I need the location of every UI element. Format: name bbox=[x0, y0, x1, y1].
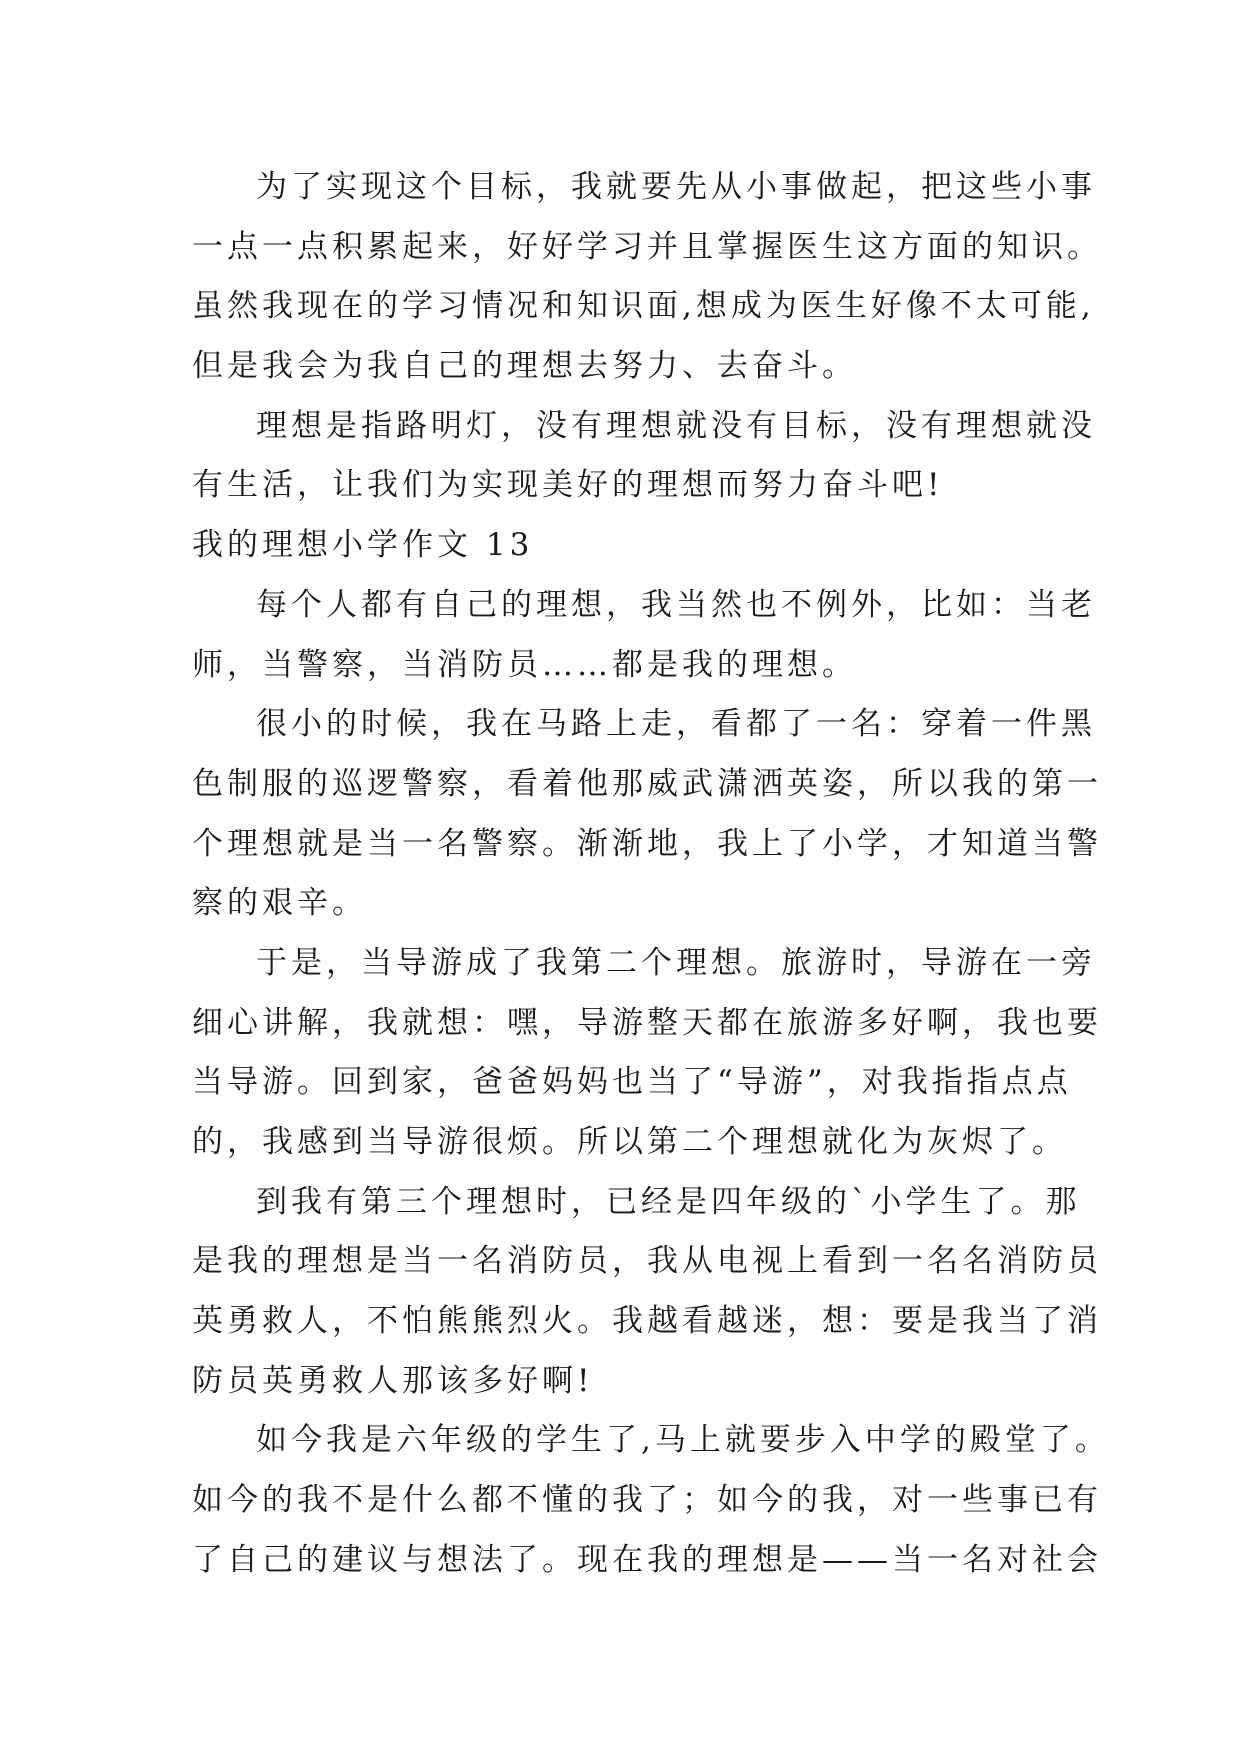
text-line: 理想是指路明灯，没有理想就没有目标，没有理想就没 bbox=[256, 407, 1096, 444]
text-line: 很小的时候，我在马路上走，看都了一名：穿着一件黑 bbox=[256, 706, 1096, 743]
text-line: 个理想就是当一名警察。渐渐地，我上了小学，才知道当警 bbox=[192, 825, 1102, 862]
text-line: 防员英勇救人那该多好啊! bbox=[192, 1362, 594, 1399]
text-line: 如今的我不是什么都不懂的我了；如今的我，对一些事已有 bbox=[192, 1482, 1102, 1519]
text-line: 当导游。回到家，爸爸妈妈也当了“导游”，对我指指点点 bbox=[192, 1064, 1072, 1101]
text-line: 如今我是六年级的学生了,马上就要步入中学的殿堂了。 bbox=[256, 1422, 1110, 1459]
text-line: 察的艰辛。 bbox=[192, 885, 367, 922]
text-line: 到我有第三个理想时，已经是四年级的`小学生了。那 bbox=[256, 1183, 1081, 1220]
text-line: 师，当警察，当消防员……都是我的理想。 bbox=[192, 646, 857, 683]
essay-heading: 我的理想小学作文 13 bbox=[192, 527, 534, 564]
text-line: 每个人都有自己的理想，我当然也不例外，比如：当老 bbox=[256, 586, 1096, 623]
text-line: 色制服的巡逻警察，看着他那威武潇洒英姿，所以我的第一 bbox=[192, 765, 1102, 802]
text-line: 于是，当导游成了我第二个理想。旅游时，导游在一旁 bbox=[256, 944, 1096, 981]
text-line: 是我的理想是当一名消防员，我从电视上看到一名名消防员 bbox=[192, 1243, 1102, 1280]
text-line: 细心讲解，我就想：嘿，导游整天都在旅游多好啊，我也要 bbox=[192, 1004, 1102, 1041]
text-line: 有生活，让我们为实现美好的理想而努力奋斗吧! bbox=[192, 467, 944, 504]
text-line: 英勇救人，不怕熊熊烈火。我越看越迷，想：要是我当了消 bbox=[192, 1303, 1102, 1340]
essay-text bbox=[192, 158, 1110, 1591]
text-line: 了自己的建议与想法了。现在我的理想是——当一名对社会 bbox=[192, 1541, 1102, 1578]
text-line: 一点一点积累起来，好好学习并且掌握医生这方面的知识。 bbox=[192, 228, 1102, 265]
text-line: 虽然我现在的学习情况和知识面,想成为医生好像不太可能, bbox=[192, 288, 1095, 325]
text-line: 的，我感到当导游很烦。所以第二个理想就化为灰烬了。 bbox=[192, 1124, 1067, 1160]
text-line: 为了实现这个目标，我就要先从小事做起，把这些小事 bbox=[256, 169, 1096, 205]
text-line: 但是我会为我自己的理想去努力、去奋斗。 bbox=[192, 348, 857, 385]
